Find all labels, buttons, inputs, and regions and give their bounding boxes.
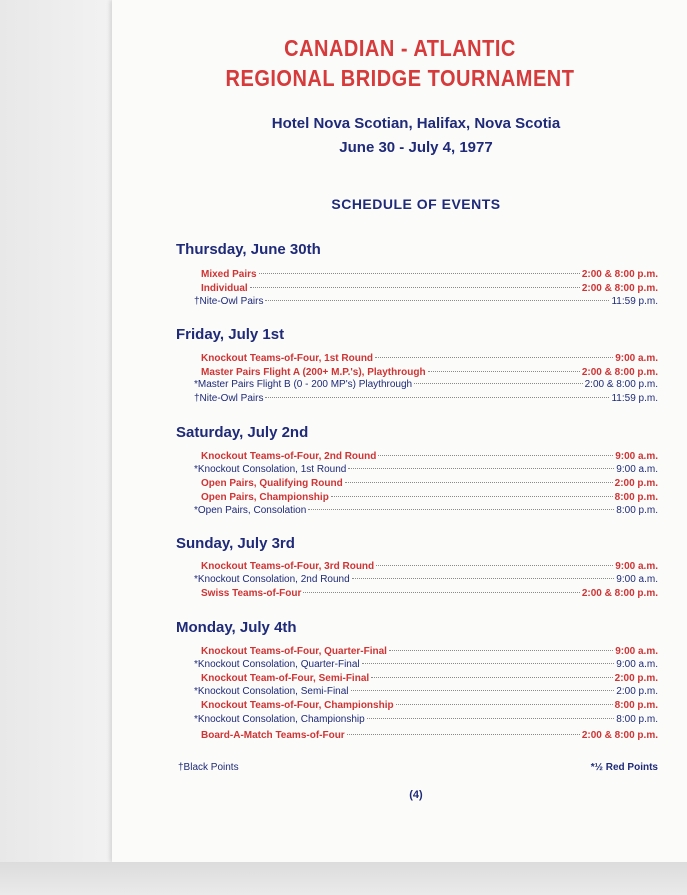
event-label: Open Pairs, Championship: [201, 492, 329, 503]
event-row: [194, 700, 658, 713]
leader-dots: [303, 592, 579, 593]
event-row: [194, 451, 658, 464]
event-row: [194, 353, 658, 366]
day-heading: Friday, July 1st: [176, 326, 285, 343]
event-label: Open Pairs, Qualifying Round: [201, 478, 343, 489]
event-time: 9:00 a.m.: [615, 451, 658, 462]
schedule-heading: SCHEDULE OF EVENTS: [331, 196, 501, 212]
event-row: [194, 478, 658, 491]
event-label: *Knockout Consolation, 2nd Round: [194, 574, 350, 585]
event-label: Mixed Pairs: [201, 269, 257, 280]
event-label: †Nite-Owl Pairs: [194, 296, 264, 307]
leader-dots: [347, 734, 580, 735]
leader-dots: [265, 397, 609, 398]
event-row: [194, 296, 658, 309]
event-time: 9:00 a.m.: [615, 561, 658, 572]
leader-dots: [375, 357, 613, 358]
event-label: Knockout Teams-of-Four, 1st Round: [201, 353, 374, 364]
leader-dots: [367, 718, 615, 719]
title-line-2: REGIONAL BRIDGE TOURNAMENT: [225, 66, 575, 92]
leader-dots: [351, 690, 615, 691]
event-row: [194, 505, 658, 518]
event-label: *Knockout Consolation, Quarter-Final: [194, 659, 360, 670]
event-time: 9:00 a.m.: [616, 659, 658, 670]
event-row: [194, 464, 658, 477]
leader-dots: [362, 663, 615, 664]
event-row: [194, 730, 658, 743]
day-heading: Thursday, June 30th: [176, 241, 321, 258]
event-label: *Master Pairs Flight B (0 - 200 MP's) Playthrough: [194, 379, 413, 390]
event-label: Knockout Teams-of-Four, 2nd Round: [201, 451, 377, 462]
event-time: 9:00 a.m.: [616, 574, 658, 585]
event-label: Knockout Teams-of-Four, Championship: [201, 700, 394, 711]
leader-dots: [308, 509, 614, 510]
event-label: Knockout Teams-of-Four, Quarter-Final: [201, 646, 387, 657]
event-time: 11:59 p.m.: [611, 296, 658, 307]
red-points-note: *½ Red Points: [590, 762, 658, 773]
event-time: 2:00 & 8:00 p.m.: [581, 730, 658, 741]
title-line-1: CANADIAN - ATLANTIC: [284, 36, 516, 62]
event-label: *Knockout Consolation, Championship: [194, 714, 365, 725]
leader-dots: [371, 677, 612, 678]
dates: June 30 - July 4, 1977: [339, 139, 493, 156]
scan-margin: [0, 0, 112, 895]
event-time: 2:00 & 8:00 p.m.: [581, 367, 658, 378]
day-heading: Saturday, July 2nd: [176, 424, 309, 441]
event-row: [194, 492, 658, 505]
event-time: 9:00 a.m.: [615, 646, 658, 657]
event-time: 2:00 & 8:00 p.m.: [581, 269, 658, 280]
event-label: Knockout Teams-of-Four, 3rd Round: [201, 561, 375, 572]
event-time: 2:00 p.m.: [614, 673, 658, 684]
leader-dots: [376, 565, 613, 566]
event-time: 2:00 p.m.: [614, 478, 658, 489]
event-label: Knockout Team-of-Four, Semi-Final: [201, 673, 370, 684]
leader-dots: [348, 468, 614, 469]
leader-dots: [265, 300, 609, 301]
event-time: 2:00 p.m.: [616, 686, 658, 697]
event-label: Individual: [201, 283, 248, 294]
event-time: 2:00 & 8:00 p.m.: [584, 379, 658, 390]
event-row: [194, 659, 658, 672]
event-time: 11:59 p.m.: [611, 393, 658, 404]
event-label: Master Pairs Flight A (200+ M.P.'s), Playthrough: [201, 367, 426, 378]
event-row: [194, 393, 658, 406]
leader-dots: [352, 578, 615, 579]
leader-dots: [389, 650, 613, 651]
event-time: 2:00 & 8:00 p.m.: [581, 588, 658, 599]
leader-dots: [259, 273, 580, 274]
event-row: [194, 673, 658, 686]
leader-dots: [250, 287, 580, 288]
day-heading: Sunday, July 3rd: [176, 535, 295, 552]
leader-dots: [428, 371, 580, 372]
event-label: *Knockout Consolation, 1st Round: [194, 464, 347, 475]
event-row: [194, 283, 658, 296]
scan-bottom-margin: [0, 862, 687, 895]
event-time: 8:00 p.m.: [616, 505, 658, 516]
event-label: *Knockout Consolation, Semi-Final: [194, 686, 349, 697]
event-row: [194, 561, 658, 574]
event-label: *Open Pairs, Consolation: [194, 505, 307, 516]
event-label: Swiss Teams-of-Four: [201, 588, 302, 599]
event-time: 9:00 a.m.: [616, 464, 658, 475]
event-label: †Nite-Owl Pairs: [194, 393, 264, 404]
event-row: [194, 646, 658, 659]
page-number: (4): [409, 789, 423, 801]
event-row: [194, 269, 658, 282]
event-row: [194, 379, 658, 392]
day-heading: Monday, July 4th: [176, 619, 297, 636]
black-points-note: †Black Points: [178, 762, 239, 773]
event-time: 8:00 p.m.: [614, 700, 658, 711]
leader-dots: [331, 496, 613, 497]
leader-dots: [378, 455, 613, 456]
event-label: Board-A-Match Teams-of-Four: [201, 730, 345, 741]
event-time: 8:00 p.m.: [616, 714, 658, 725]
event-time: 9:00 a.m.: [615, 353, 658, 364]
event-row: [194, 686, 658, 699]
event-row: [194, 574, 658, 587]
event-row: [194, 714, 658, 727]
leader-dots: [345, 482, 613, 483]
venue: Hotel Nova Scotian, Halifax, Nova Scotia: [271, 115, 561, 132]
leader-dots: [414, 383, 583, 384]
event-time: 2:00 & 8:00 p.m.: [581, 283, 658, 294]
leader-dots: [396, 704, 613, 705]
event-row: [194, 588, 658, 601]
event-time: 8:00 p.m.: [614, 492, 658, 503]
